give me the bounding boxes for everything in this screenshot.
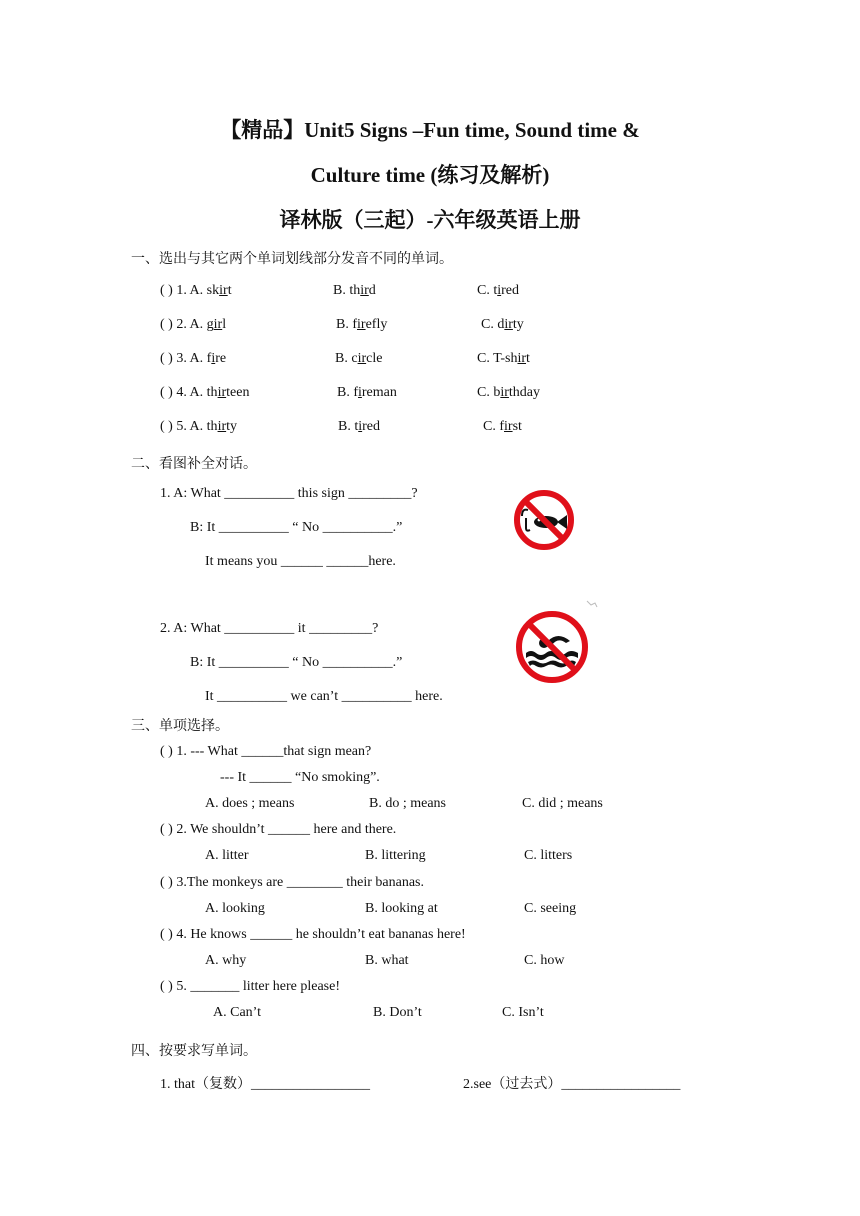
s1-q3-option-c bbox=[477, 351, 530, 367]
s1-q2-c-pre: C. d bbox=[481, 317, 505, 332]
s3-q5-stem: ( ) 5. _______ litter here please! bbox=[160, 979, 340, 994]
s1-q5-b-pre: B. t bbox=[338, 419, 359, 434]
s1-q4-a-rest: teen bbox=[226, 385, 250, 400]
s1-q1-b-rest: d bbox=[368, 283, 376, 298]
s1-q4-option-b bbox=[337, 385, 397, 401]
s3-q2-option-c: C. litters bbox=[524, 848, 573, 863]
s2-q2-line-b: B: It __________ “ No __________.” bbox=[190, 655, 403, 670]
s3-q4-option-b: B. what bbox=[365, 953, 409, 968]
s1-q1-a-rest: t bbox=[227, 283, 232, 298]
section1-heading: 一、选出与其它两个单词划线部分发音不同的单词。 bbox=[131, 252, 453, 267]
s1-q1-c-underlined: i bbox=[497, 283, 502, 298]
s1-q5-b-rest: red bbox=[362, 419, 381, 434]
s1-q3-c-pre: C. T-sh bbox=[477, 351, 518, 366]
s1-q1-b-underlined: ir bbox=[360, 283, 369, 298]
s1-q2-option-c bbox=[481, 317, 524, 333]
s1-q3-a-underlined: i bbox=[211, 351, 216, 366]
s1-q5-c-rest: st bbox=[512, 419, 522, 434]
s1-q4-a-underlined: ir bbox=[217, 385, 227, 400]
s3-q3-option-b: B. looking at bbox=[365, 901, 438, 916]
s1-q4-c-underlined: ir bbox=[500, 385, 509, 400]
s1-q3-b-rest: cle bbox=[366, 351, 383, 366]
s1-q4-b-underlined: i bbox=[358, 385, 362, 400]
s1-q1-option-b bbox=[333, 283, 376, 299]
s3-q4-option-c: C. how bbox=[524, 953, 565, 968]
s1-q3-a-rest: re bbox=[215, 351, 227, 366]
s1-q4-prefix: ( ) 4. A. th bbox=[160, 385, 218, 400]
s1-q4-b-pre: B. f bbox=[337, 385, 358, 400]
s1-q1-option-a bbox=[160, 283, 232, 299]
s1-q4-b-rest: reman bbox=[361, 385, 397, 400]
s1-q1-prefix: ( ) 1. A. sk bbox=[160, 283, 220, 298]
s3-q5-option-b: B. Don’t bbox=[373, 1005, 422, 1020]
s1-q3-b-pre: B. c bbox=[335, 351, 358, 366]
s2-q2-line-a: 2. A: What __________ it _________? bbox=[160, 621, 379, 636]
s1-q4-c-pre: C. b bbox=[477, 385, 501, 400]
s2-q2-line-c: It __________ we can’t __________ here. bbox=[205, 689, 443, 704]
s1-q4-option-c bbox=[477, 385, 540, 401]
s3-q5-option-a: A. Can’t bbox=[213, 1005, 261, 1020]
s1-q3-c-rest: t bbox=[526, 351, 530, 366]
s1-q5-option-a bbox=[160, 419, 237, 435]
s1-q1-option-c bbox=[477, 283, 519, 299]
no-fishing-sign-icon bbox=[512, 488, 576, 552]
s3-q5-option-c: C. Isn’t bbox=[502, 1005, 544, 1020]
s4-item-2: 2.see（过去式）_________________ bbox=[463, 1077, 681, 1092]
s1-q2-b-rest: efly bbox=[365, 317, 388, 332]
s1-q2-option-a bbox=[160, 317, 226, 333]
s1-q2-option-b bbox=[336, 317, 387, 333]
s1-q3-option-a bbox=[160, 351, 226, 367]
s2-q1-line-b: B: It __________ “ No __________.” bbox=[190, 520, 403, 535]
s3-q3-option-a: A. looking bbox=[205, 901, 265, 916]
s1-q3-prefix: ( ) 3. A. f bbox=[160, 351, 212, 366]
no-swimming-sign-icon bbox=[514, 609, 590, 685]
s1-q5-option-b bbox=[338, 419, 380, 435]
section2-heading: 二、看图补全对话。 bbox=[131, 457, 257, 472]
s2-q1-line-c: It means you ______ ______here. bbox=[205, 554, 396, 569]
s1-q1-c-rest: red bbox=[501, 283, 520, 298]
s3-q1-stem: ( ) 1. --- What ______that sign mean? bbox=[160, 744, 372, 759]
s3-q2-option-a: A. litter bbox=[205, 848, 249, 863]
s3-q1-option-a: A. does ; means bbox=[205, 796, 295, 811]
s1-q4-option-a bbox=[160, 385, 249, 401]
section3-heading: 三、单项选择。 bbox=[131, 719, 229, 734]
s1-q5-option-c bbox=[483, 419, 522, 435]
s1-q5-prefix: ( ) 5. A. th bbox=[160, 419, 218, 434]
s4-item-1: 1. that（复数）_________________ bbox=[160, 1077, 370, 1092]
s3-q4-option-a: A. why bbox=[205, 953, 247, 968]
s1-q2-b-pre: B. f bbox=[336, 317, 357, 332]
s3-q4-stem: ( ) 4. He knows ______ he shouldn’t eat bananas here! bbox=[160, 927, 466, 942]
s1-q2-a-underlined: ir bbox=[213, 317, 223, 332]
s1-q4-c-rest: thday bbox=[508, 385, 541, 400]
s3-q2-stem: ( ) 2. We shouldn’t ______ here and there. bbox=[160, 822, 397, 837]
s3-q3-option-c: C. seeing bbox=[524, 901, 577, 916]
title-line-3: 译林版（三起）-六年级英语上册 bbox=[279, 208, 581, 232]
title-line-1: 【精品】Unit5 Signs –Fun time, Sound time & bbox=[220, 118, 640, 142]
s1-q3-option-b bbox=[335, 351, 382, 367]
s3-q1-stem-2: --- It ______ “No smoking”. bbox=[220, 770, 380, 785]
s1-q2-b-underlined: ir bbox=[357, 317, 366, 332]
s1-q5-c-underlined: ir bbox=[504, 419, 513, 434]
s1-q1-c-pre: C. t bbox=[477, 283, 498, 298]
small-mark-icon bbox=[586, 599, 598, 609]
s1-q2-c-underlined: ir bbox=[504, 317, 513, 332]
s1-q2-prefix: ( ) 2. A. g bbox=[160, 317, 214, 332]
title-line-2: Culture time (练习及解析) bbox=[310, 163, 550, 187]
s3-q1-option-c: C. did ; means bbox=[522, 796, 603, 811]
s2-q1-line-a: 1. A: What __________ this sign _________? bbox=[160, 486, 418, 501]
s1-q5-c-pre: C. f bbox=[483, 419, 504, 434]
s1-q2-a-rest: l bbox=[222, 317, 227, 332]
s3-q3-stem: ( ) 3.The monkeys are ________ their bananas. bbox=[160, 875, 424, 890]
s1-q5-a-rest: ty bbox=[226, 419, 238, 434]
s1-q1-a-underlined: ir bbox=[219, 283, 228, 298]
s1-q2-c-rest: ty bbox=[512, 317, 524, 332]
s3-q1-option-b: B. do ; means bbox=[369, 796, 446, 811]
s1-q5-b-underlined: i bbox=[358, 419, 363, 434]
section4-heading: 四、按要求写单词。 bbox=[131, 1044, 257, 1059]
s1-q3-c-underlined: ir bbox=[517, 351, 527, 366]
s1-q3-b-underlined: ir bbox=[357, 351, 367, 366]
s1-q1-b-pre: B. th bbox=[333, 283, 361, 298]
s1-q5-a-underlined: ir bbox=[217, 419, 227, 434]
s3-q2-option-b: B. littering bbox=[365, 848, 426, 863]
